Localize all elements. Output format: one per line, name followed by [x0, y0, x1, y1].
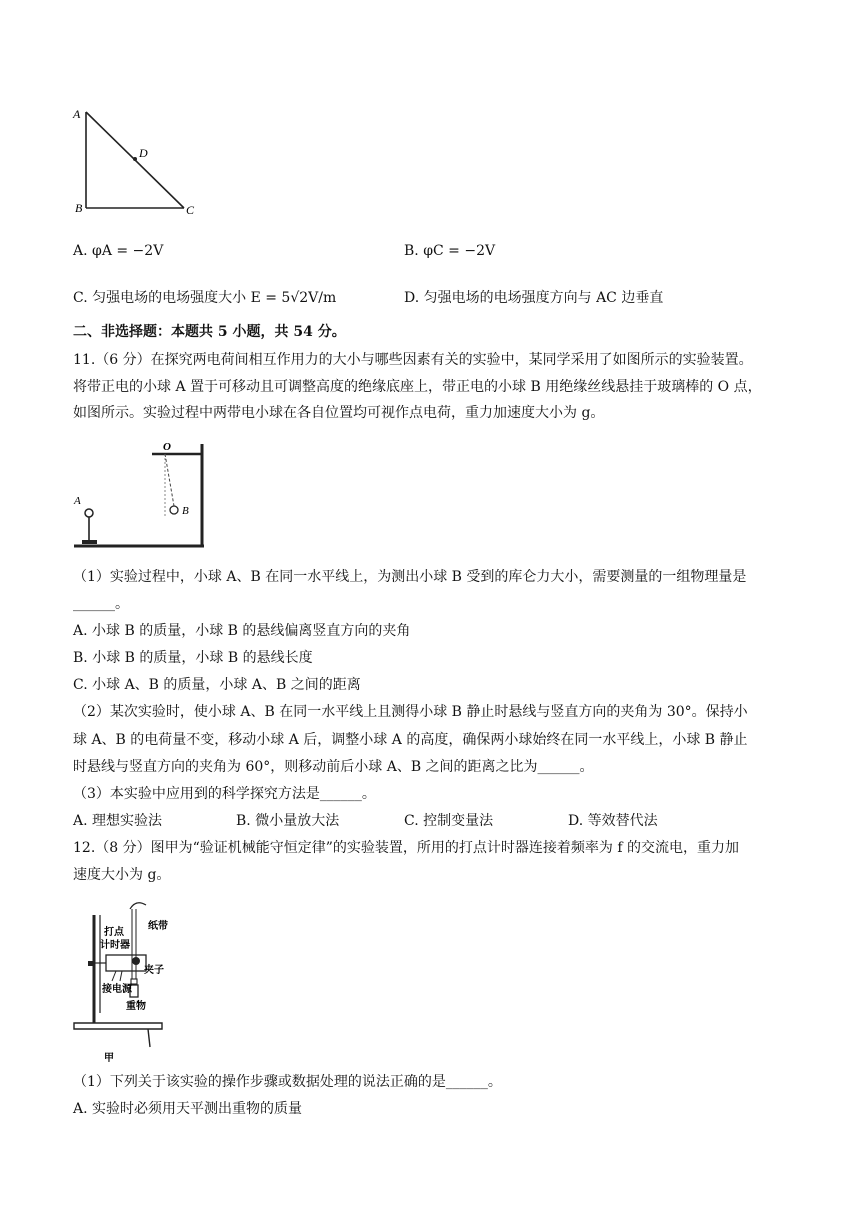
q10-option-b: B. φC = −2V: [404, 243, 496, 259]
q11-p2-line2: 球 A、B 的电荷量不变，移动小球 A 后，调整小球 A 的高度，确保两小球始终在同一水平线上，小球 B 静止: [73, 732, 748, 748]
q11-p3-option-c: C. 控制变量法: [404, 813, 494, 829]
q10-option-a: A. φA = −2V: [73, 243, 164, 259]
q11-p3-option-a: A. 理想实验法: [73, 813, 163, 829]
weight-label: 重物: [126, 1001, 146, 1012]
mechanical-energy-apparatus-figure: [70, 895, 180, 1065]
power-label: 接电源: [102, 984, 132, 995]
triangle-figure: [70, 100, 210, 220]
q11-stem-line2: 将带正电的小球 A 置于可移动且可调整高度的绝缘底座上，带正电的小球 B 用绝缘丝线悬挂于玻璃棒的 O 点，: [73, 379, 762, 395]
point-o-label: O: [163, 441, 171, 453]
vertex-b-label: B: [75, 201, 83, 215]
q11-p3-question: （3）本实验中应用到的科学探究方法是______。: [73, 786, 376, 802]
q11-p3-option-b: B. 微小量放大法: [236, 813, 340, 829]
q10-option-d: D. 匀强电场的电场强度方向与 AC 边垂直: [404, 290, 664, 306]
ball-b-label: B: [182, 505, 189, 517]
timer-label-2: 计时器: [100, 940, 130, 951]
q12-stem-line1: 12.（8 分）图甲为“验证机械能守恒定律”的实验装置，所用的打点计时器连接着频率为 f 的交流电，重力加: [73, 840, 740, 856]
figure-jia-label: 甲: [104, 1053, 114, 1064]
section-heading: 二、非选择题：本题共 5 小题，共 54 分。: [73, 324, 346, 340]
q11-p3-option-d: D. 等效替代法: [568, 813, 658, 829]
tape-label: 纸带: [148, 921, 168, 932]
ball-a-label: A: [74, 495, 81, 507]
q10-option-c: C. 匀强电场的电场强度大小 E = 5√2V/m: [73, 290, 337, 306]
vertex-c-label: C: [186, 203, 195, 217]
q11-p2-line3: 时悬线与竖直方向的夹角为 60°，则移动前后小球 A、B 之间的距离之比为______。: [73, 759, 594, 775]
vertex-a-label: A: [73, 107, 81, 121]
q11-p1-option-a: A. 小球 B 的质量，小球 B 的悬线偏离竖直方向的夹角: [73, 623, 411, 639]
clip-label: 夹子: [144, 965, 164, 976]
q12-p1-option-a: A. 实验时必须用天平测出重物的质量: [73, 1101, 303, 1117]
point-d-label: D: [139, 146, 148, 160]
q12-p1-question: （1）下列关于该实验的操作步骤或数据处理的说法正确的是______。: [73, 1074, 502, 1090]
q11-p1-line1: （1）实验过程中，小球 A、B 在同一水平线上，为测出小球 B 受到的库仑力大小，需要测量的一组物理量是: [73, 569, 747, 585]
q11-p2-line1: （2）某次实验时，使小球 A、B 在同一水平线上且测得小球 B 静止时悬线与竖直方向的夹角为 30°。保持小: [73, 704, 748, 720]
q11-stem-line1: 11.（6 分）在探究两电荷间相互作用力的大小与哪些因素有关的实验中，某同学采用了如图所示的实验装置。: [73, 352, 753, 368]
q11-p1-option-c: C. 小球 A、B 的质量，小球 A、B 之间的距离: [73, 677, 361, 693]
q11-stem-line3: 如图所示。实验过程中两带电小球在各自位置均可视作点电荷，重力加速度大小为 g。: [73, 405, 605, 421]
coulomb-apparatus-figure: [70, 436, 210, 554]
q11-p1-option-b: B. 小球 B 的质量，小球 B 的悬线长度: [73, 650, 313, 666]
q11-p1-blank: ______。: [73, 596, 129, 612]
q12-stem-line2: 速度大小为 g。: [73, 867, 171, 883]
timer-label-1: 打点: [104, 927, 124, 938]
